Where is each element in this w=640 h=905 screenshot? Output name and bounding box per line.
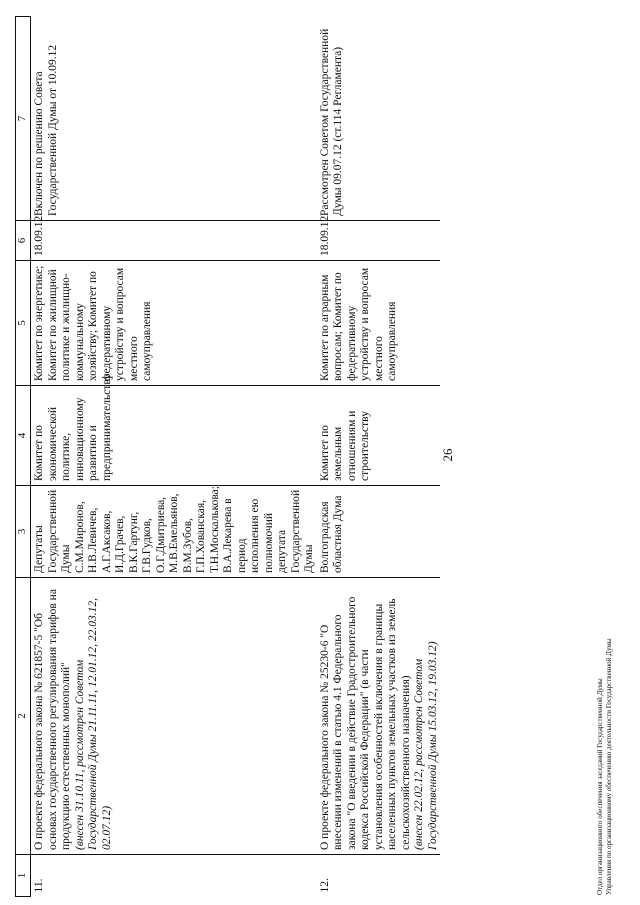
footer — [596, 639, 614, 895]
footer-line: Управления по организационному обеспечению деятельности Государственной Думы — [605, 638, 613, 895]
bill-title: О проекте федерального закона № 25230-6 "О внесении изменений в статью 4.1 Федерального закона "О введении в действие Градостроительного кодекса Российской Федерации" (в части установления особенностей включения в границы населенных пунктов земельных участков из земель сельскохозяйственного назначения) — [318, 596, 412, 850]
date: 18.09.12 — [31, 221, 317, 261]
column-number-header — [16, 17, 31, 897]
row-number: 11. — [33, 878, 45, 893]
bill-note: (внесен 31.10.11, рассмотрен Советом Государственной Думы 21.11.11, 12.01.12, 22.03.12, 02.07.12) — [73, 598, 113, 850]
column-number: 2 — [16, 578, 31, 855]
co-committees: Комитет по энергетике; Комитет по жилищной политике и жилищно-коммунальному хозяйству; Комитет по федеративному устройству и вопросам местного самоуправления — [31, 261, 317, 386]
column-number: 1 — [16, 855, 31, 897]
bills-table — [15, 16, 440, 897]
table-row — [31, 17, 317, 897]
column-number: 6 — [16, 221, 31, 261]
footer-line: Отдел организационного обеспечения заседаний Государственной Думы — [596, 678, 604, 895]
page-number: 26 — [440, 448, 455, 462]
status: Включен по решению Совета Государственной Думы от 10.09.12 — [31, 17, 317, 221]
responsible-committee: Комитет по земельным отношениям и строительству — [317, 386, 441, 486]
column-number: 7 — [16, 17, 31, 221]
row-number: 12. — [318, 878, 331, 893]
initiator: Депутаты Государственной Думы С.М.Миронов, Н.В.Левичев, А.Г.Аксаков, И.Д.Грачев, В.К.Гартунг, Г.В.Гудков, О.Г.Дмитриева, М.В.Емельянов, В.М.Зубов, Г.П.Хованская, Т.Н.Москалькова; В.А.Лекарева в период исполнения ею полномочий депутата Государственной Думы — [31, 486, 317, 578]
bill-title: О проекте федерального закона № 621857-5 "Об основах государственного регулирования тарифов на продукцию естественных монополий" — [33, 589, 72, 850]
column-number: 4 — [16, 386, 31, 486]
status: Рассмотрен Советом Государственной Думы 09.07.12 (ст.114 Регламента) — [317, 17, 441, 221]
initiator: Волгоградская областная Дума — [317, 486, 441, 578]
date: 18.09.12 — [317, 221, 441, 261]
bill-note: (внесен 22.02.12, рассмотрен Советом Государственной Думы 15.03.12, 19.03.12) — [413, 641, 439, 850]
column-number: 5 — [16, 261, 31, 386]
bill-cell — [31, 578, 317, 855]
co-committees: Комитет по аграрным вопросам; Комитет по федеративному устройству и вопросам местного самоуправления — [317, 261, 441, 386]
table-row — [317, 17, 441, 897]
bill-cell — [317, 578, 441, 855]
column-number: 3 — [16, 486, 31, 578]
responsible-committee: Комитет по экономической политике, инновационному развитию и предпринимательству — [31, 386, 317, 486]
